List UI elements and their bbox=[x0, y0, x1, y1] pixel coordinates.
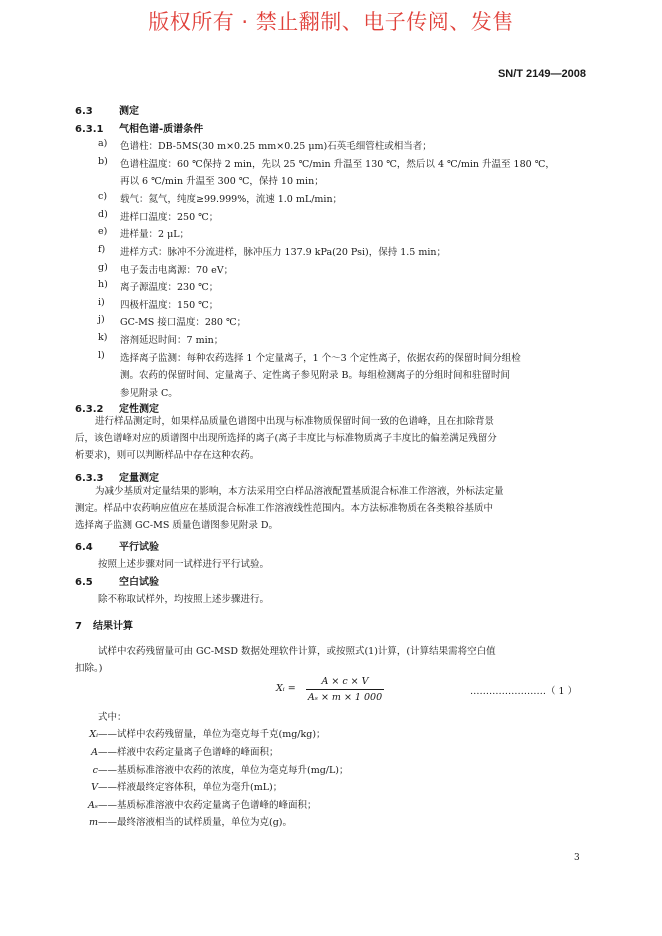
list-label: j) bbox=[98, 314, 105, 325]
list-text: 测。农药的保留时间、定量离子、定性离子参见附录 B。每组检测离子的分组时间和驻留时间 bbox=[120, 370, 511, 381]
fraction-bar bbox=[306, 689, 384, 690]
formula-lhs: Xᵢ = bbox=[276, 683, 296, 694]
section-number: 7 bbox=[75, 621, 82, 632]
equation-number: ……………………（ 1 ） bbox=[470, 686, 578, 697]
variable-desc: ——最终溶液相当的试样质量，单位为克(g)。 bbox=[98, 817, 292, 828]
paragraph-blank: 除不称取试样外，均按照上述步骤进行。 bbox=[98, 594, 270, 605]
variable-desc: ——样液中农药定量离子色谱峰的峰面积； bbox=[98, 747, 279, 758]
variable-definition bbox=[76, 762, 349, 776]
section-title: 结果计算 bbox=[93, 621, 133, 632]
list-text: 进样口温度：250 ℃； bbox=[120, 212, 219, 223]
paragraph-qualitative bbox=[75, 413, 587, 464]
where-label: 式中： bbox=[98, 712, 127, 723]
variable-desc: ——试样中农药残留量，单位为毫克每千克(mg/kg)； bbox=[98, 729, 326, 740]
list-text: 离子源温度：230 ℃； bbox=[120, 282, 219, 293]
variable-definition bbox=[76, 779, 282, 793]
list-text: 四极杆温度：150 ℃； bbox=[120, 300, 219, 311]
copyright-watermark: 版权所有 · 禁止翻制、电子传阅、发售 bbox=[148, 10, 514, 34]
list-label: h) bbox=[98, 279, 108, 290]
paragraph-line: 测定。样品中农药响应值应在基质混合标准工作溶液线性范围内。本方法标准物质在各类粮谷基质中 bbox=[75, 503, 494, 514]
section-number: 6.3.1 bbox=[75, 124, 104, 135]
list-text: 进样方式：脉冲不分流进样，脉冲压力 137.9 kPa(20 Psi)，保持 1.5 min； bbox=[120, 247, 447, 258]
variable-definition bbox=[76, 726, 326, 740]
section-7-heading bbox=[75, 617, 133, 632]
list-text: 载气：氦气，纯度≥99.999%，流速 1.0 mL/min； bbox=[120, 194, 343, 205]
paragraph-quantitative bbox=[75, 483, 587, 534]
list-text: 色谱柱：DB-5MS(30 m×0.25 mm×0.25 μm)石英毛细管柱或相当者； bbox=[120, 141, 432, 152]
section-title: 测定 bbox=[119, 106, 139, 117]
section-6-5-heading bbox=[75, 573, 159, 588]
list-text: 电子轰击电离源：70 eV； bbox=[120, 265, 234, 276]
paragraph-line: 后，该色谱峰对应的质谱图中出现所选择的离子(离子丰度比与标准物质离子丰度比的偏差满足残留分 bbox=[75, 433, 497, 444]
variable-definition bbox=[76, 744, 279, 758]
section-title: 定量测定 bbox=[119, 473, 159, 484]
variable-desc: ——基质标准溶液中农药的浓度，单位为毫克每升(mg/L)； bbox=[98, 765, 349, 776]
list-label: g) bbox=[98, 262, 108, 273]
standard-number: SN/T 2149—2008 bbox=[497, 68, 586, 80]
variable-symbol: c bbox=[92, 765, 98, 776]
list-label: l) bbox=[98, 350, 105, 361]
paragraph-parallel: 按照上述步骤对同一试样进行平行试验。 bbox=[98, 559, 270, 570]
section-number: 6.3.3 bbox=[75, 473, 104, 484]
section-number: 6.3.2 bbox=[75, 404, 104, 415]
paragraph-line: 进行样品测定时，如果样品质量色谱图中出现与标准物质保留时间一致的色谱峰，且在扣除背景 bbox=[95, 416, 495, 427]
variable-symbol: m bbox=[88, 817, 98, 828]
section-6-3-heading bbox=[75, 102, 139, 117]
variable-symbol: Aₛ bbox=[87, 800, 98, 811]
list-text: 进样量：2 μL； bbox=[120, 229, 190, 240]
section-6-4-heading bbox=[75, 538, 159, 553]
formula-fraction bbox=[306, 676, 384, 703]
list-label: k) bbox=[98, 332, 108, 343]
list-text: 再以 6 ℃/min 升温至 300 ℃，保持 10 min； bbox=[120, 176, 324, 187]
paragraph-calculation-cont: 扣除。) bbox=[75, 663, 103, 674]
variable-symbol: A bbox=[91, 747, 98, 758]
list-text: 溶剂延迟时间：7 min； bbox=[120, 335, 224, 346]
section-6-3-3-heading bbox=[75, 469, 159, 484]
list-text: GC-MS 接口温度：280 ℃； bbox=[120, 317, 247, 328]
paragraph-line: 为减少基质对定量结果的影响，本方法采用空白样品溶液配置基质混合标准工作溶液，外标法定量 bbox=[95, 486, 504, 497]
variable-desc: ——基质标准溶液中农药定量离子色谱峰的峰面积； bbox=[98, 800, 317, 811]
list-text: 参见附录 C。 bbox=[120, 388, 178, 399]
section-number: 6.5 bbox=[75, 577, 93, 588]
list-label: i) bbox=[98, 297, 105, 308]
variable-symbol: Xᵢ bbox=[89, 729, 98, 740]
list-label: f) bbox=[98, 244, 106, 255]
formula-numerator: A × c × V bbox=[321, 676, 369, 687]
section-6-3-1-heading bbox=[75, 120, 203, 135]
list-label: c) bbox=[98, 191, 108, 202]
paragraph-calculation: 试样中农药残留量可由 GC-MSD 数据处理软件计算，或按照式(1)计算，(计算结果需将空白值 bbox=[98, 646, 496, 657]
list-label: e) bbox=[98, 226, 108, 237]
list-label: a) bbox=[98, 138, 108, 149]
variable-symbol: V bbox=[91, 782, 98, 793]
section-number: 6.4 bbox=[75, 542, 93, 553]
formula-denominator: Aₛ × m × 1 000 bbox=[307, 692, 383, 703]
page-number: 3 bbox=[574, 853, 580, 863]
variable-desc: ——样液最终定容体积，单位为毫升(mL)； bbox=[98, 782, 283, 793]
section-number: 6.3 bbox=[75, 106, 93, 117]
paragraph-line: 选择离子监测 GC-MS 质量色谱图参见附录 D。 bbox=[75, 520, 278, 531]
variable-definition bbox=[76, 797, 317, 811]
list-label: d) bbox=[98, 209, 108, 220]
variable-definition bbox=[76, 814, 292, 828]
section-title: 平行试验 bbox=[119, 542, 159, 553]
section-title: 定性测定 bbox=[119, 404, 159, 415]
section-title: 空白试验 bbox=[119, 577, 159, 588]
list-text: 选择离子监测：每种农药选择 1 个定量离子，1 个～3 个定性离子，依据农药的保留时间分组检 bbox=[120, 353, 521, 364]
list-label: b) bbox=[98, 156, 108, 167]
section-title: 气相色谱-质谱条件 bbox=[119, 124, 204, 135]
paragraph-line: 析要求)，则可以判断样品中存在这种农药。 bbox=[75, 450, 260, 461]
list-text: 色谱柱温度：60 ℃保持 2 min，先以 25 ℃/min 升温至 130 ℃，然后以 4 ℃/min 升温至 180 ℃， bbox=[120, 159, 555, 170]
